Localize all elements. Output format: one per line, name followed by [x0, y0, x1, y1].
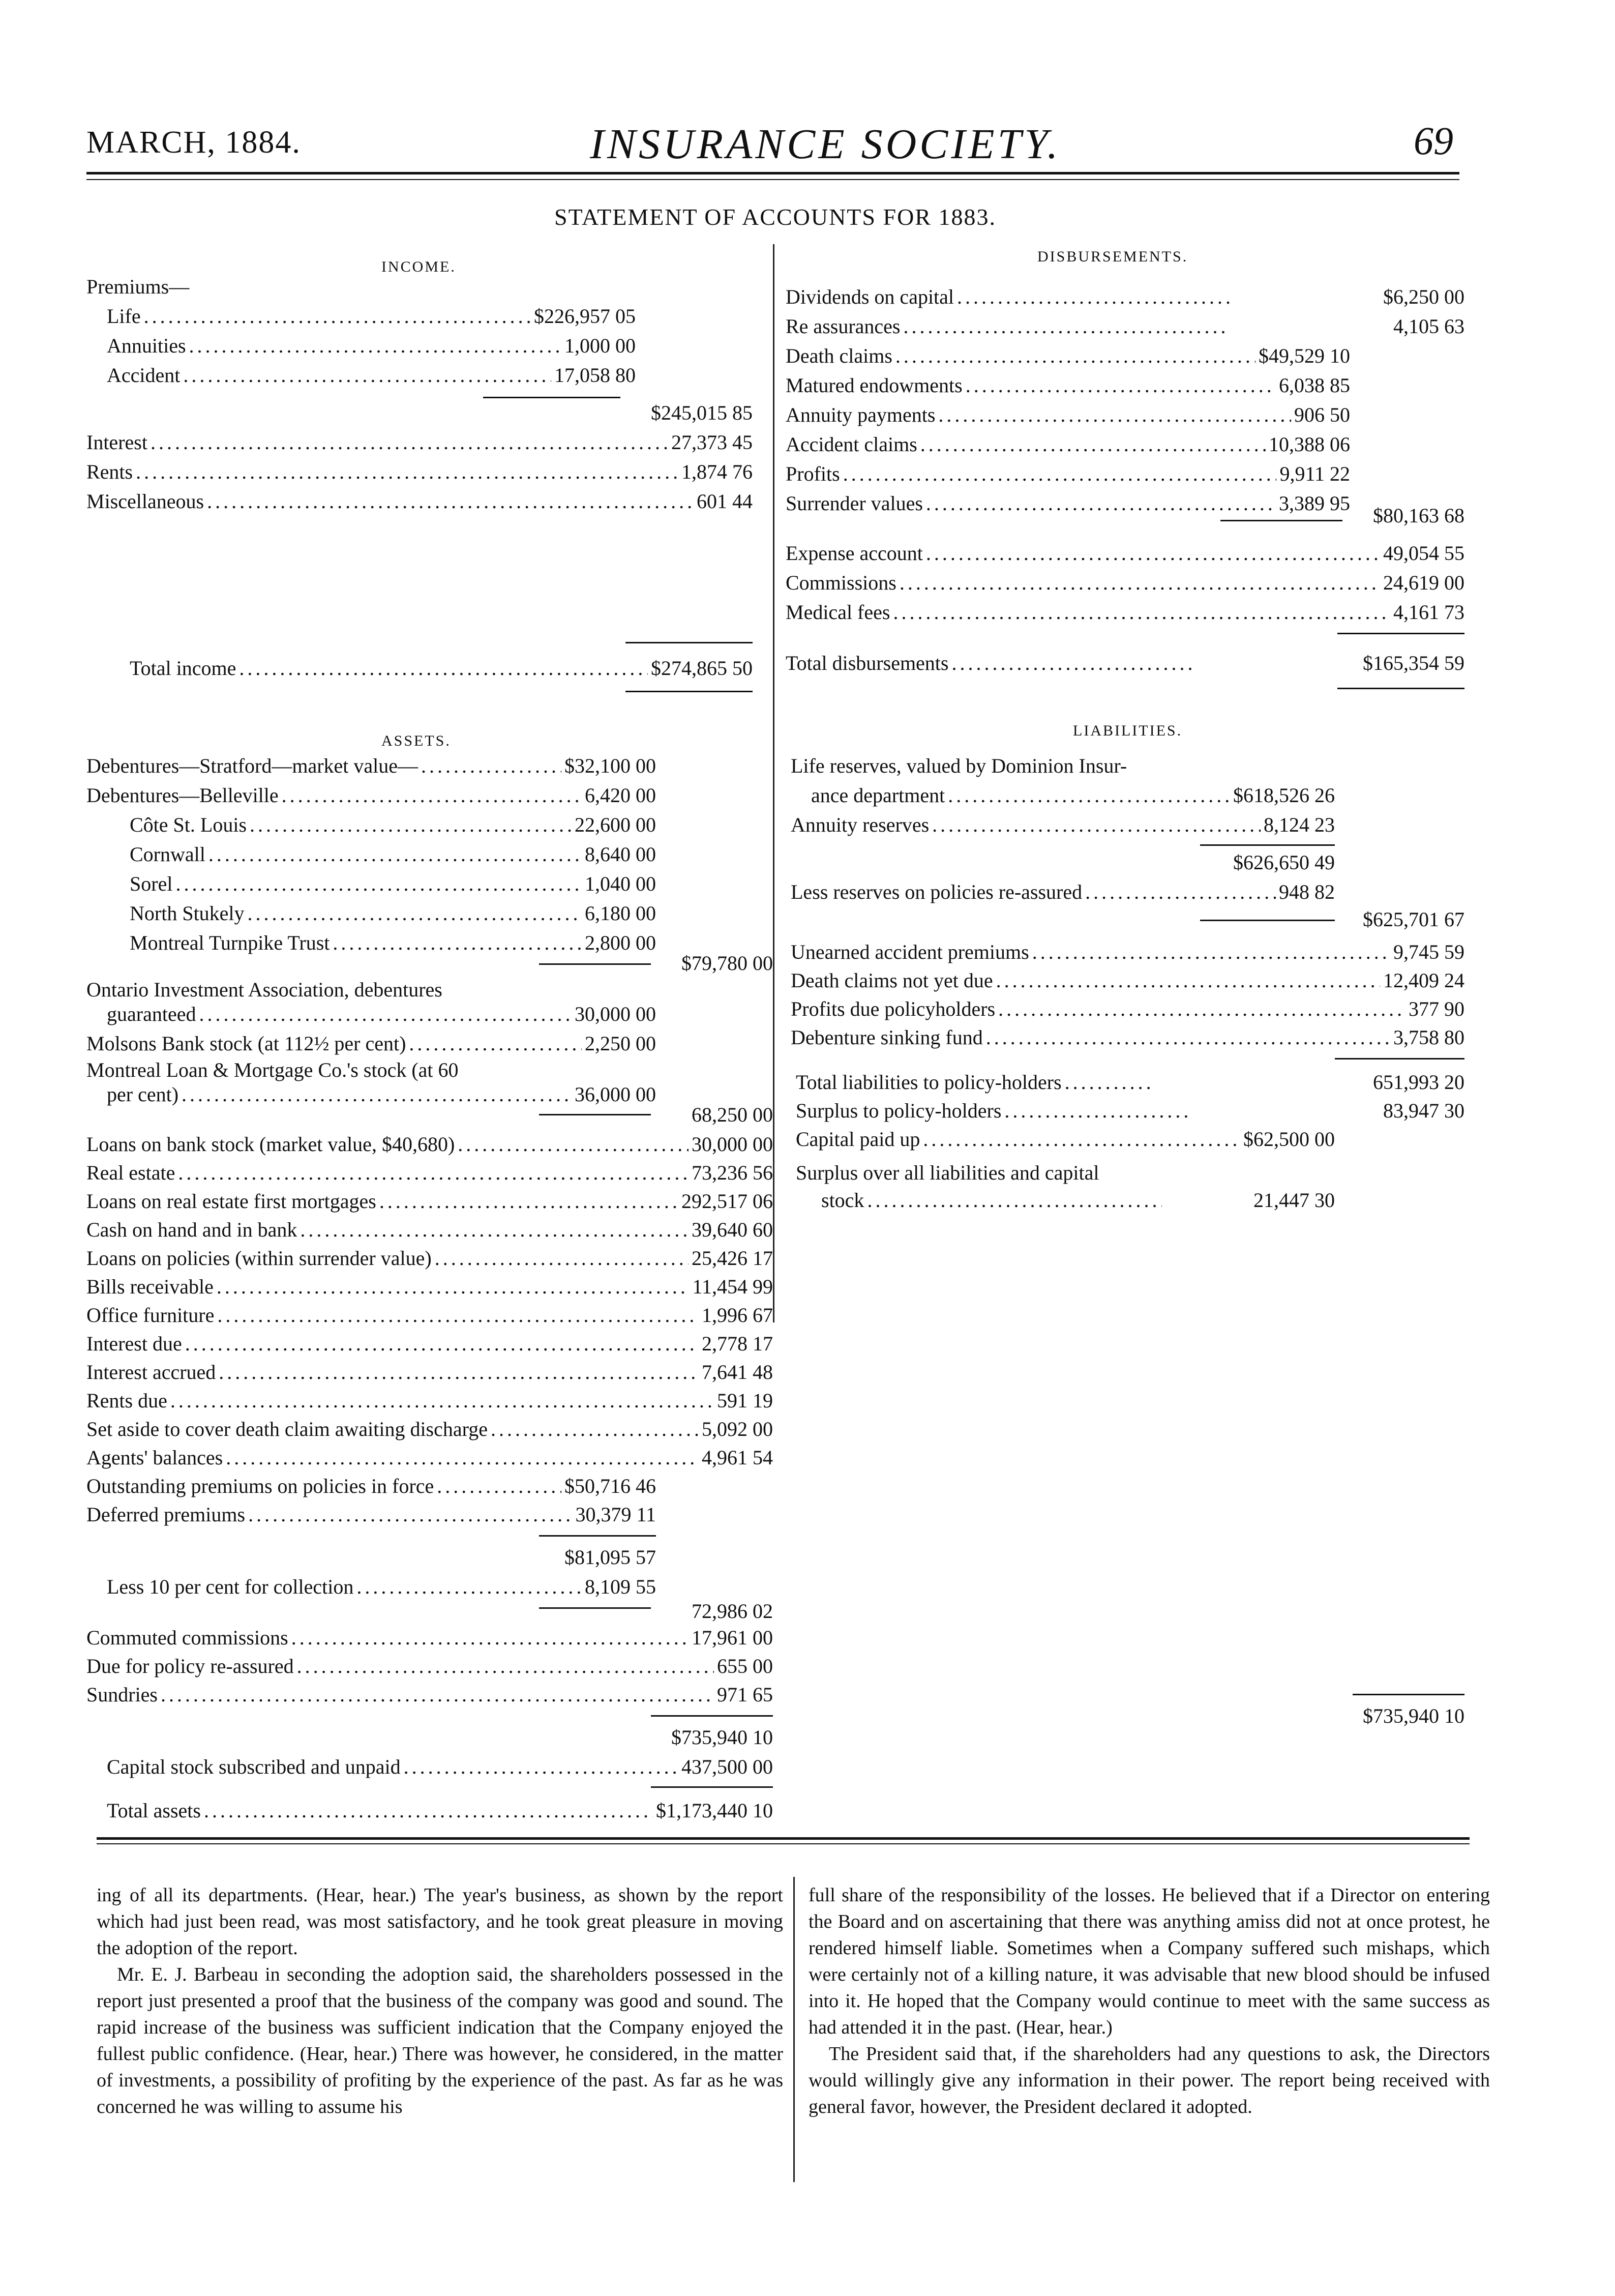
premiums-total: $245,015 85 — [651, 401, 753, 424]
stocks-total: 68,250 00 — [692, 1103, 773, 1126]
asset-row-molsons: Molsons Bank stock (at 112½ per cent) ..... 2,250 00 — [86, 1032, 656, 1061]
rule — [539, 1114, 651, 1115]
disb-row-commissions: Commissions ..... 24,619 00 — [786, 571, 1464, 600]
asset-row-belleville: Debentures—Belleville ..... 6,420 00 — [86, 783, 656, 813]
asset-row-stratford: Debentures—Stratford—market value— ..... $32,100 00 — [86, 754, 656, 783]
asset-row-deferred: Deferred premiums ..... 30,379 11 — [86, 1503, 656, 1532]
liab-row: Profits due policyholders ..... 377 90 — [791, 997, 1464, 1026]
asset-row-sundries: Sundries ..... 971 65 — [86, 1683, 773, 1712]
asset-row-sorel: Sorel ..... 1,040 00 — [130, 872, 656, 901]
narrative-left: ing of all its departments. (Hear, hear.) The year's business, as shown by the report which had just been read, was most satisfactory, and he took great pleasure in moving the adoption of the report. Mr. E. J. Barbeau in seconding the adoption said, the shareholders possessed in the report just presented a proof that the business of the company was good and sound. The rapid increase of the business was sufficient indication that the Company enjoyed the fullest public confidence. (Hear, hear.) There was however, he considered, in the matter of investments, a possibility of profiting by the experience of the past. As far as he was concerned he was willing to assume his — [97, 1885, 783, 2117]
surplus-all-label: Surplus over all liabilities and capital — [796, 1161, 1099, 1184]
liab-row: Death claims not yet due ..... 12,409 24 — [791, 968, 1464, 998]
narrative-right: full share of the responsibility of the losses. He believed that if a Director on entering the Board and on ascertaining that there was anything amiss did not at once protest, he rendered himself liable. Sometimes when a Company suffered such mishaps, which were certainly not of a killing nature, it was advisable that new blood should be infused into it. He hoped that the Company would continue to meet with the same success as had attended it in the past. (Hear, hear.) The President said that, if the shareholders had any questions to ask, the Directors would willingly give any information in their power. The report being received with general favor, however, the President declared it adopted. — [809, 1885, 1490, 2117]
liabilities-title: LIABILITIES. — [1073, 722, 1183, 739]
running-head-title: INSURANCE SOCIETY. — [590, 121, 1061, 168]
total-assets-row: Total assets ..... $1,173,440 10 — [107, 1799, 773, 1828]
page-number: 69 — [1414, 119, 1453, 163]
statement-title: STATEMENT OF ACCOUNTS FOR 1883. — [554, 204, 996, 230]
disb-amount: 4,105 63 — [1393, 315, 1464, 338]
rule — [539, 1607, 651, 1609]
asset-row: Interest due ..... 2,778 17 — [86, 1332, 773, 1361]
asset-row: Agents' balances ..... 4,961 54 — [86, 1446, 773, 1475]
asset-row: Loans on policies (within surrender value) ..... 25,426 17 — [86, 1246, 773, 1276]
income-row-annuities: Annuities ..... 1,000 00 — [107, 334, 636, 363]
text-column-divider — [793, 1877, 795, 2182]
rule — [1200, 844, 1335, 846]
asset-row-montreal: per cent) ..... 36,000 00 — [107, 1082, 656, 1112]
asset-row: Loans on real estate first mortgages ..... 292,517 06 — [86, 1189, 773, 1219]
asset-row: Loans on bank stock (market value, $40,680) ..... 30,000 00 — [86, 1132, 773, 1162]
disb-row-endowments: Matured endowments ..... 6,038 85 — [786, 373, 1350, 403]
liab-row: Debenture sinking fund ..... 3,758 80 — [791, 1025, 1464, 1055]
asset-row-stukely: North Stukely ..... 6,180 00 — [130, 901, 656, 931]
liab-row-surplus-all: stock ..... 21,447 30 — [821, 1188, 1335, 1218]
reserves-sum: $626,650 49 — [1233, 851, 1335, 874]
rule — [625, 691, 753, 692]
asset-row-commuted: Commuted commissions ..... 17,961 00 — [86, 1626, 773, 1655]
income-row-interest: Interest ..... 27,373 45 — [86, 430, 753, 460]
liab-row-annuity: Annuity reserves ..... 8,124 23 — [791, 813, 1335, 842]
liab-row: Unearned accident premiums ..... 9,745 59 — [791, 940, 1464, 969]
running-head-date: MARCH, 1884. — [86, 125, 301, 160]
asset-row-ontario: guaranteed ..... 30,000 00 — [107, 1002, 656, 1032]
rule — [625, 642, 753, 643]
rule — [651, 1786, 773, 1788]
rule — [1337, 633, 1464, 634]
life-reserves-label: Life reserves, valued by Dominion Insur- — [791, 754, 1127, 777]
rule — [1200, 920, 1335, 921]
rule — [539, 963, 651, 965]
liabilities-total: $735,940 10 — [1363, 1704, 1464, 1727]
asset-row-capital: Capital stock subscribed and unpaid ..... 437,500 00 — [107, 1755, 773, 1784]
disb-row-expense: Expense account ..... 49,054 55 — [786, 541, 1464, 571]
liab-row-surplus-policy: Surplus to policy-holders ..... 83,947 30 — [796, 1099, 1464, 1128]
premiums-label: Premiums— — [86, 275, 190, 298]
total-disb-row: Total disbursements ..... $165,354 59 — [786, 651, 1464, 681]
disb-subtotal: $80,163 68 — [1373, 504, 1464, 527]
disb-row-reassurances: Re assurances ..... — [786, 314, 1233, 344]
income-row-life: Life ..... $226,957 05 — [107, 304, 636, 334]
asset-row-cote: Côte St. Louis ..... 22,600 00 — [130, 813, 656, 842]
liab-row-life: ance department ..... $618,526 26 — [811, 783, 1335, 813]
liab-row-capital: Capital paid up ..... $62,500 00 — [796, 1127, 1335, 1157]
asset-row: Bills receivable ..... 11,454 99 — [86, 1275, 773, 1304]
income-row-rents: Rents ..... 1,874 76 — [86, 460, 753, 489]
income-row-accident: Accident ..... 17,058 80 — [107, 363, 636, 393]
rule — [1220, 520, 1342, 521]
rule — [1353, 1694, 1464, 1695]
asset-row: Office furniture ..... 1,996 67 — [86, 1303, 773, 1333]
rule — [1337, 688, 1464, 689]
disb-row-surrender: Surrender values ..... 3,389 95 — [786, 491, 1350, 521]
disb-row-death: Death claims ..... $49,529 10 — [786, 344, 1350, 373]
header-rule-thin — [86, 179, 1459, 180]
assets-title: ASSETS. — [381, 732, 451, 749]
asset-row-cornwall: Cornwall ..... 8,640 00 — [130, 842, 656, 872]
income-title: INCOME. — [381, 258, 456, 275]
disb-amount: $6,250 00 — [1383, 285, 1464, 308]
montreal-label: Montreal Loan & Mortgage Co.'s stock (at 60 — [86, 1058, 459, 1081]
asset-row: Rents due ..... 591 19 — [86, 1389, 773, 1418]
section-rule-thin — [97, 1843, 1470, 1844]
net-reserves: $625,701 67 — [1363, 908, 1464, 931]
disb-row-profits: Profits ..... 9,911 22 — [786, 462, 1350, 491]
income-row-misc: Miscellaneous ..... 601 44 — [86, 489, 753, 519]
rule — [651, 1715, 773, 1717]
premiums-sum: $81,095 57 — [564, 1546, 656, 1569]
asset-row-turnpike: Montreal Turnpike Trust ..... 2,800 00 — [130, 931, 656, 960]
rule — [1335, 1058, 1464, 1059]
asset-row: Cash on hand and in bank ..... 39,640 60 — [86, 1218, 773, 1247]
liab-row-total-policy: Total liabilities to policy-holders ..... 651,993 20 — [796, 1070, 1464, 1100]
asset-row: Real estate ..... 73,236 56 — [86, 1161, 773, 1190]
rule — [539, 1535, 656, 1537]
column-divider — [773, 244, 774, 1322]
liab-row-less: Less reserves on policies re-assured ..... 948 82 — [791, 880, 1335, 909]
section-rule — [97, 1837, 1470, 1840]
disb-row-annuity: Annuity payments ..... 906 50 — [786, 403, 1350, 432]
asset-row: Set aside to cover death claim awaiting discharge ..... 5,092 00 — [86, 1417, 773, 1447]
assets-subtotal: $735,940 10 — [671, 1726, 773, 1749]
rule — [483, 397, 620, 398]
asset-row: Interest accrued ..... 7,641 48 — [86, 1360, 773, 1390]
disb-row-accident: Accident claims ..... 10,388 06 — [786, 432, 1350, 462]
disb-row-dividends: Dividends on capital ..... — [786, 285, 1233, 314]
total-income-row: Total income ..... $274,865 50 — [130, 656, 753, 686]
header-rule — [86, 172, 1459, 174]
net-premiums: 72,986 02 — [692, 1600, 773, 1623]
disbursements-title: DISBURSEMENTS. — [1037, 248, 1188, 265]
ontario-label: Ontario Investment Association, debentures — [86, 978, 442, 1001]
disb-row-medical: Medical fees ..... 4,161 73 — [786, 600, 1464, 630]
asset-row-due: Due for policy re-assured ..... 655 00 — [86, 1654, 773, 1684]
asset-row-less: Less 10 per cent for collection ..... 8,109 55 — [107, 1575, 656, 1604]
debentures-total: $79,780 00 — [681, 952, 773, 975]
asset-row-outstanding: Outstanding premiums on policies in force ..... $50,716 46 — [86, 1474, 656, 1504]
